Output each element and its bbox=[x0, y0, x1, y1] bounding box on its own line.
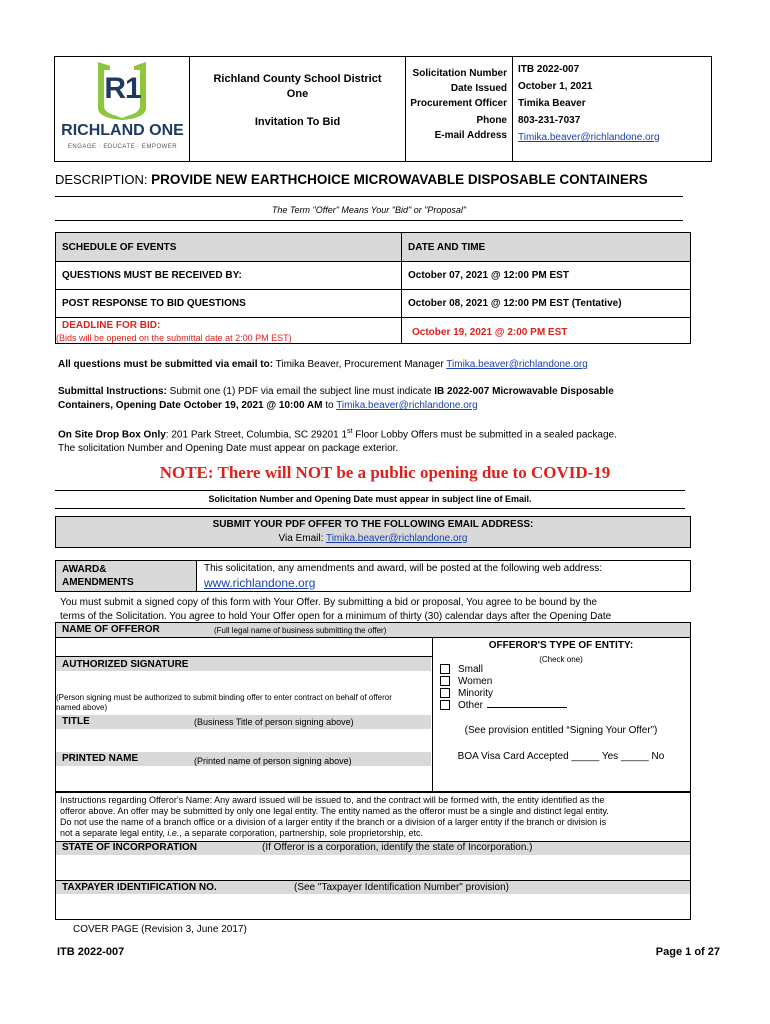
email-link[interactable]: Timika.beaver@richlandone.org bbox=[325, 533, 468, 544]
schedule-col1: SCHEDULE OF EVENTS bbox=[62, 242, 177, 253]
entity-hint: (Check one) bbox=[539, 655, 583, 664]
district-name: Richland County School District One bbox=[213, 73, 382, 100]
checkbox[interactable] bbox=[440, 676, 450, 686]
title-hint: (Business Title of person signing above) bbox=[194, 717, 354, 727]
printed-input[interactable] bbox=[56, 768, 431, 790]
deadline-note: (Bids will be opened on the submittal date at 2:00 PM EST) bbox=[56, 333, 292, 343]
schedule-col2: DATE AND TIME bbox=[408, 242, 486, 253]
divider bbox=[55, 220, 683, 221]
logo-tagline: ENGAGE · EDUCATE · EMPOWER bbox=[67, 144, 178, 150]
footer-itb: ITB 2022-007 bbox=[57, 946, 125, 958]
award-url[interactable]: www.richlandone.org bbox=[204, 576, 316, 590]
page-number: Page 1 of 27 bbox=[655, 946, 720, 958]
drop-box: On Site Drop Box Only: 201 Park Street, Columbia, SC 29201 1st Floor Lobby Offers must be submitted in a sealed package. The solicitation Number and Opening Date must appear on package exterior. bbox=[58, 428, 617, 455]
sig-input[interactable] bbox=[56, 672, 431, 690]
divider bbox=[55, 490, 685, 491]
state-input[interactable] bbox=[56, 856, 690, 878]
logo-mark: R1 bbox=[104, 72, 141, 105]
deadline-label: DEADLINE FOR BID: bbox=[62, 320, 161, 331]
entity-options bbox=[440, 664, 567, 712]
divider bbox=[55, 656, 432, 657]
name-input[interactable] bbox=[56, 638, 431, 656]
tin-input[interactable] bbox=[56, 895, 690, 919]
tin-hint: (See "Taxpayer Identification Number" provision) bbox=[294, 882, 509, 893]
schedule-event: QUESTIONS MUST BE RECEIVED BY: bbox=[62, 270, 242, 281]
description: DESCRIPTION: PROVIDE NEW EARTHCHOICE MICROWAVABLE DISPOSABLE CONTAINERS bbox=[55, 172, 648, 187]
header-values: ITB 2022-007 October 1, 2021 Timika Beaver 803-231-7037 Timika.beaver@richlandone.org bbox=[518, 62, 708, 145]
submit-title: SUBMIT YOUR PDF OFFER TO THE FOLLOWING EMAIL ADDRESS: bbox=[212, 519, 534, 530]
divider bbox=[196, 560, 197, 592]
offeror-name-instructions: Instructions regarding Offeror's Name: Any award issued will be issued to, and the contract will be formed with, the entity identified as the offeror above. An offer may be submitted by only one legal entity. The entity named as the offeror must be a single and distinct legal entity. Do not use the name of a branch office or a division of a larger entity if the branch or a division of a larger entity if the branch or division is not a separate legal entity, i.e., a separate corporation, partnership, sole proprietorship, etc. bbox=[60, 795, 609, 838]
entity-option-other[interactable]: Other bbox=[440, 700, 567, 712]
email-link[interactable]: Timika.beaver@richlandone.org bbox=[336, 400, 478, 411]
entity-option-women[interactable]: Women bbox=[440, 676, 567, 688]
schedule-date: October 07, 2021 @ 12:00 PM EST bbox=[408, 270, 569, 281]
covid-note: NOTE: There will NOT be a public opening due to COVID-19 bbox=[159, 463, 611, 482]
logo-name: RICHLAND ONE bbox=[61, 122, 184, 139]
divider bbox=[55, 317, 691, 318]
term-note: The Term "Offer" Means Your "Bid" or "Proposal" bbox=[271, 205, 467, 215]
header-labels: Solicitation Number Date Issued Procurement Officer Phone E-mail Address bbox=[410, 68, 507, 141]
state-hint: (If Offeror is a corporation, identify the state of Incorporation.) bbox=[262, 842, 533, 853]
checkbox[interactable] bbox=[440, 664, 450, 674]
subject-line-note: Solicitation Number and Opening Date must appear in subject line of Email. bbox=[208, 494, 532, 504]
divider bbox=[512, 56, 513, 162]
doc-type: Invitation To Bid bbox=[254, 116, 341, 128]
divider bbox=[55, 289, 691, 290]
signing-provision: (See provision entitled “Signing Your Offer”) bbox=[464, 725, 658, 736]
sig-hint: (Person signing must be authorized to submit binding offer to enter contract on behalf of offeror named above) bbox=[56, 693, 392, 712]
award-text: This solicitation, any amendments and award, will be posted at the following web address: bbox=[204, 563, 602, 574]
checkbox[interactable] bbox=[440, 688, 450, 698]
name-label: NAME OF OFFEROR bbox=[62, 624, 160, 635]
divider bbox=[432, 636, 433, 792]
award-label: AWARD& AMENDMENTS bbox=[62, 564, 134, 588]
submit-email: Via Email: Timika.beaver@richlandone.org bbox=[278, 533, 468, 544]
divider bbox=[55, 508, 685, 509]
entity-option-small[interactable]: Small bbox=[440, 664, 567, 676]
divider bbox=[55, 261, 691, 262]
signed-copy-text: You must submit a signed copy of this form with Your Offer. By submitting a bid or proposal, You agree to be bound by the terms of the Solicitation. You agree to hold Your Offer open for a minimum of thirty (30) calendar days after the Opening Date bbox=[60, 597, 612, 622]
checkbox[interactable] bbox=[440, 700, 450, 710]
cover-page-note: COVER PAGE (Revision 3, June 2017) bbox=[73, 924, 247, 935]
schedule-event: POST RESPONSE TO BID QUESTIONS bbox=[62, 298, 246, 309]
email-link[interactable]: Timika.beaver@richlandone.org bbox=[518, 132, 660, 143]
other-blank[interactable] bbox=[487, 707, 567, 708]
questions-line: All questions must be submitted via email to: Timika Beaver, Procurement Manager Timika.beaver@richlandone.org bbox=[58, 359, 588, 370]
email-link[interactable]: Timika.beaver@richlandone.org bbox=[446, 359, 588, 370]
printed-label: PRINTED NAME bbox=[62, 753, 139, 764]
divider bbox=[55, 196, 683, 197]
submittal-instructions: Submittal Instructions: Submit one (1) PDF via email the subject line must indicate IB 2022-007 Microwavable Disposable Containers, Opening Date October 19, 2021 @ 10:00 AM to Timika.beaver@richlandone.org bbox=[58, 386, 614, 411]
title-input[interactable] bbox=[56, 730, 431, 750]
state-label: STATE OF INCORPORATION bbox=[62, 842, 197, 853]
deadline-date: October 19, 2021 @ 2:00 PM EST bbox=[412, 327, 568, 338]
divider bbox=[401, 232, 402, 344]
name-hint: (Full legal name of business submitting the offer) bbox=[214, 626, 387, 635]
sig-label: AUTHORIZED SIGNATURE bbox=[62, 659, 189, 670]
boa-visa: BOA Visa Card Accepted _____ Yes _____ No bbox=[457, 751, 665, 762]
divider bbox=[55, 880, 691, 881]
entity-option-minority[interactable]: Minority bbox=[440, 688, 567, 700]
title-label: TITLE bbox=[62, 716, 90, 727]
printed-hint: (Printed name of person signing above) bbox=[194, 756, 352, 766]
schedule-date: October 08, 2021 @ 12:00 PM EST (Tentative) bbox=[408, 298, 622, 309]
tin-label: TAXPAYER IDENTIFICATION NO. bbox=[62, 882, 217, 893]
district-logo bbox=[60, 60, 185, 158]
entity-title: OFFEROR'S TYPE OF ENTITY: bbox=[488, 640, 634, 651]
